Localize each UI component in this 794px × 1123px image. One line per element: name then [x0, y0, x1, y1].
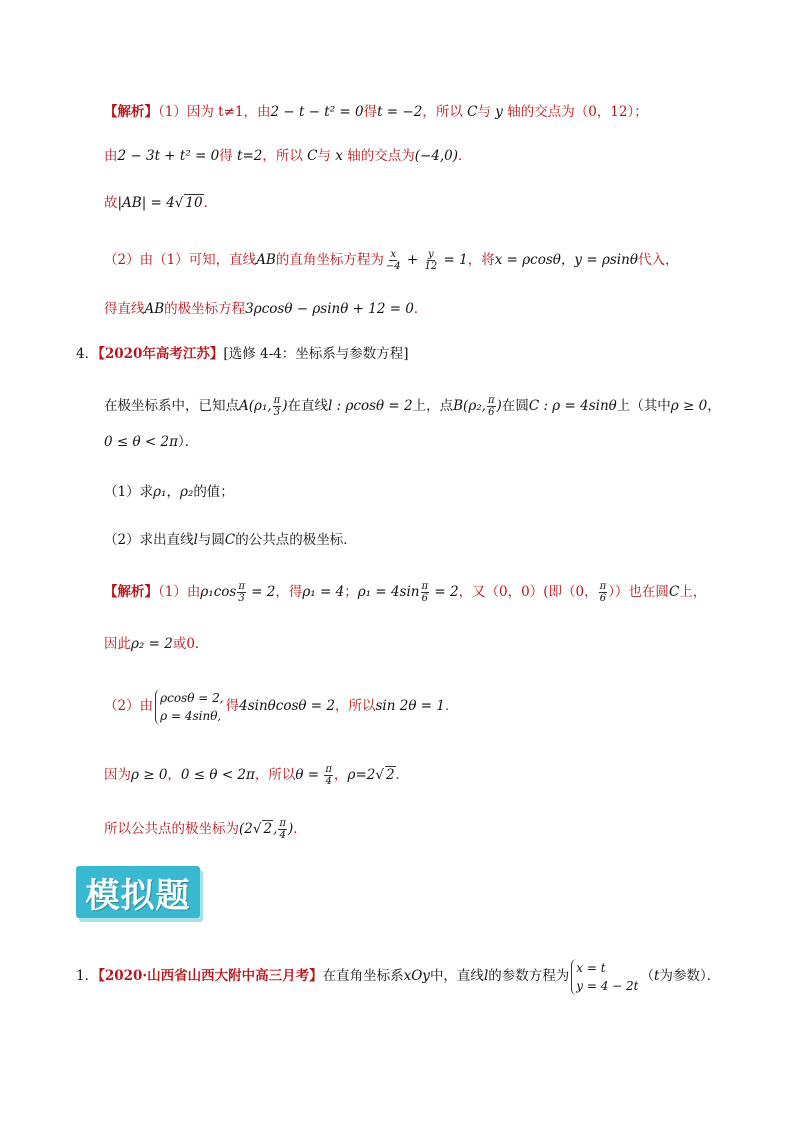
problem4-header: 4．【2020年高考江苏】[选修 4-4：坐标系与参数方程]	[76, 346, 409, 362]
fraction-pi-over-3: $\frac{\pi}{3}$	[273, 395, 281, 418]
problem4-question2: （2）求出直线l与圆C的公共点的极坐标．	[104, 532, 357, 548]
problem4-line2: 0 ≤ θ < 2π）．	[104, 434, 199, 450]
analysis1-line5: 得直线AB的极坐标方程3ρcosθ − ρsinθ + 12 = 0．	[104, 301, 428, 317]
problem-source: 【2020年高考江苏】	[98, 346, 224, 362]
analysis1-line2: 由2 − 3t + t² = 0得 t=2，所以 C与 x 轴的交点为(−4,0)．	[104, 148, 472, 164]
problem1-line1: 1．【2020·山西省山西大附中高三月考】在直角坐标系xOy中，直线l的参数方程为 x = t y = 4 − 2t （t为参数）．	[76, 960, 721, 993]
analysis2-line2: 因此ρ₂ = 2或0．	[104, 636, 209, 652]
section-badge-label: 模拟题	[85, 875, 191, 916]
problem-topic: [选修 4-4：坐标系与参数方程]	[223, 346, 409, 362]
analysis2-line3: （2）由 ρcosθ = 2, ρ = 4sinθ, 得4sinθcosθ = 2，所以sin 2θ = 1．	[104, 690, 459, 723]
problem4-line1: 在极坐标系中，已知点A(ρ₁, $\frac{\pi}{3}$ )在直线l : ρcosθ = 2上，点B(ρ₂, $\frac{\pi}{6}$ )在圆C : ρ = 4sinθ上（其中ρ ≥ 0，	[104, 395, 721, 418]
parametric-system: x = t y = 4 − 2t	[571, 959, 638, 995]
analysis2-line4: 因为ρ ≥ 0，0 ≤ θ < 2π，所以θ = $\frac{\pi}{4}$ ，ρ=2√ 2．	[104, 764, 410, 787]
equation-system: ρcosθ = 2, ρ = 4sinθ,	[155, 689, 224, 725]
problem-source: 【2020·山西省山西大附中高三月考】	[98, 968, 323, 984]
analysis1-line1: 【解析】（1）因为 t≠1，由2 − t − t² = 0得t = −2，所以 C与 y 轴的交点为（0，12）；	[104, 104, 648, 120]
fraction-y-over-12: $\frac{y}{12}$	[424, 249, 438, 272]
analysis1-line4: （2）由（1）可知，直线AB的直角坐标方程为 $\frac{x}{-4}$ + $\frac{y}{12}$ = 1，将x = ρcosθ，y = ρsinθ代入，	[104, 249, 679, 272]
analysis2-line5: 所以公共点的极坐标为(2√ 2, $\frac{\pi}{4}$ )．	[104, 818, 307, 841]
fraction-pi-over-6: $\frac{\pi}{6}$	[487, 395, 495, 418]
analysis1-line3: 故|AB| = 4√ 10．	[104, 195, 218, 211]
fraction-x-over-minus4: $\frac{x}{-4}$	[385, 249, 401, 272]
analysis2-line1: 【解析】（1）由ρ₁cos $\frac{\pi}{3}$ = 2，得ρ₁ = 4；ρ₁ = 4sin $\frac{\pi}{6}$ = 2，又（0，0）(即（0， $\frac{\pi}{6}$ ））也在圆C上，	[104, 581, 707, 604]
problem4-question1: （1）求ρ₁，ρ₂的值；	[104, 484, 234, 500]
analysis-tag: 【解析】	[104, 584, 158, 600]
section-badge	[76, 866, 200, 918]
analysis-tag: 【解析】	[104, 104, 158, 120]
